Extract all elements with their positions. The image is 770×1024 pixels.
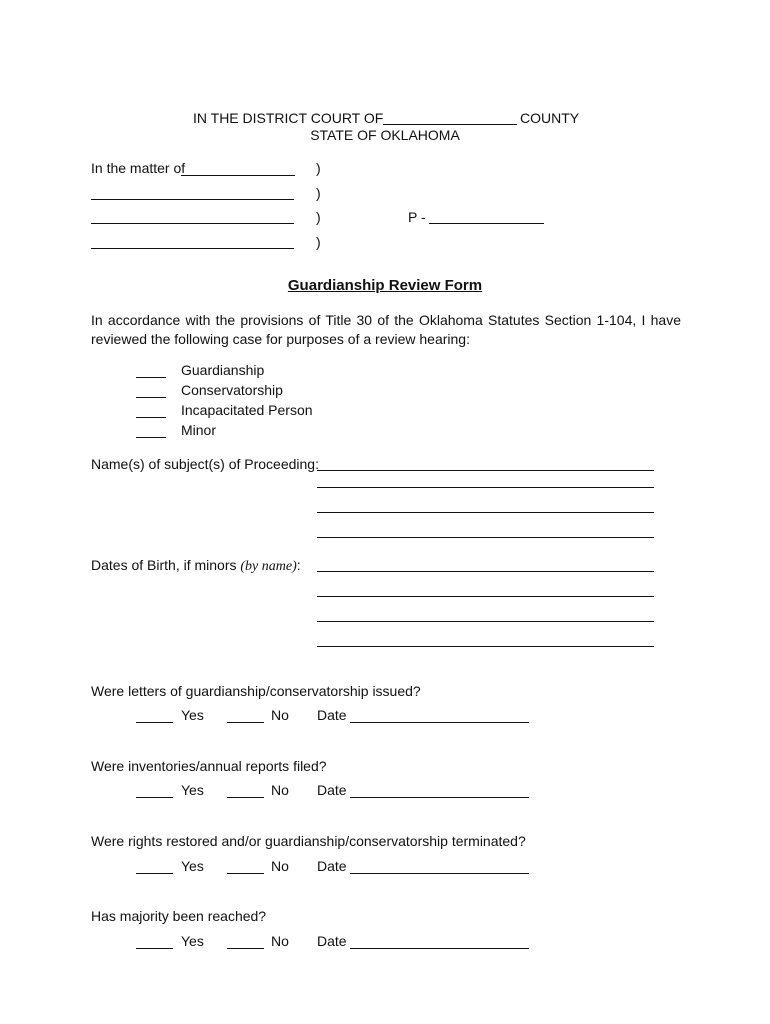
case-type-guardianship: Guardianship xyxy=(181,362,265,378)
state-line: STATE OF OKLAHOMA xyxy=(310,127,460,143)
question-4-date-blank[interactable] xyxy=(350,948,529,949)
subjects-line-3[interactable] xyxy=(317,512,654,513)
question-1-no-blank[interactable] xyxy=(227,722,264,723)
question-4-text: Has majority been reached? xyxy=(91,908,267,924)
question-2-no-blank[interactable] xyxy=(227,797,264,798)
intro-paragraph: In accordance with the provisions of Title 30 of the Oklahoma Statutes Section 1-104, I have reviewed the following case for purposes of a review hearing: xyxy=(91,312,681,347)
subjects-label: Name(s) of subject(s) of Proceeding: xyxy=(91,456,319,472)
matter-label: In the matter of xyxy=(91,160,186,176)
case-prefix: P - xyxy=(408,209,426,225)
question-3-text: Were rights restored and/or guardianship/conservatorship terminated? xyxy=(91,833,526,849)
question-1-yes-label: Yes xyxy=(181,707,204,723)
question-1-date-blank[interactable] xyxy=(350,722,529,723)
question-3-yes-label: Yes xyxy=(181,858,204,874)
case-type-blank-guardianship[interactable] xyxy=(136,377,166,378)
matter-blank-2[interactable] xyxy=(91,199,294,200)
subjects-line-2[interactable] xyxy=(317,487,654,488)
form-title: Guardianship Review Form xyxy=(287,277,483,294)
dob-line-3[interactable] xyxy=(317,621,654,622)
question-3-date-label: Date xyxy=(317,858,347,874)
case-number-blank[interactable] xyxy=(429,223,544,224)
question-1-yes-blank[interactable] xyxy=(136,722,173,723)
question-3-no-blank[interactable] xyxy=(227,873,264,874)
paren-2: ) xyxy=(316,185,321,201)
question-4-yes-label: Yes xyxy=(181,933,204,949)
case-type-conservatorship: Conservatorship xyxy=(181,382,283,398)
question-3-date-blank[interactable] xyxy=(350,873,529,874)
question-1-text: Were letters of guardianship/conservatorship issued? xyxy=(91,683,421,699)
court-prefix: IN THE DISTRICT COURT OF xyxy=(193,110,384,126)
dob-line-4[interactable] xyxy=(317,646,654,647)
dob-line-1[interactable] xyxy=(317,571,654,572)
case-type-blank-incapacitated[interactable] xyxy=(136,417,166,418)
court-suffix: COUNTY xyxy=(520,110,580,126)
dob-label-group xyxy=(91,557,301,575)
county-blank[interactable] xyxy=(383,124,517,125)
question-4-yes-blank[interactable] xyxy=(136,948,173,949)
question-4-no-label: No xyxy=(271,933,289,949)
dob-label: Dates of Birth, if minors xyxy=(91,557,237,573)
paren-3: ) xyxy=(316,209,321,225)
question-2-text: Were inventories/annual reports filed? xyxy=(91,758,327,774)
question-2-no-label: No xyxy=(271,782,289,798)
dob-note: (by name) xyxy=(240,559,297,574)
dob-colon: : xyxy=(296,557,301,573)
question-3-no-label: No xyxy=(271,858,289,874)
paren-1: ) xyxy=(316,160,321,176)
question-1-no-label: No xyxy=(271,707,289,723)
question-4-no-blank[interactable] xyxy=(227,948,264,949)
case-type-blank-conservatorship[interactable] xyxy=(136,397,166,398)
dob-line-2[interactable] xyxy=(317,596,654,597)
question-2-yes-label: Yes xyxy=(181,782,204,798)
question-4-date-label: Date xyxy=(317,933,347,949)
matter-blank-4[interactable] xyxy=(91,248,294,249)
question-3-yes-blank[interactable] xyxy=(136,873,173,874)
question-2-date-blank[interactable] xyxy=(350,797,529,798)
matter-blank-1[interactable] xyxy=(181,175,295,176)
paren-4: ) xyxy=(316,234,321,250)
matter-blank-3[interactable] xyxy=(91,223,294,224)
question-2-yes-blank[interactable] xyxy=(136,797,173,798)
case-type-minor: Minor xyxy=(181,422,217,438)
case-type-blank-minor[interactable] xyxy=(136,437,166,438)
subjects-line-1[interactable] xyxy=(317,470,654,471)
question-1-date-label: Date xyxy=(317,707,347,723)
subjects-line-4[interactable] xyxy=(317,537,654,538)
case-type-incapacitated: Incapacitated Person xyxy=(181,402,313,418)
question-2-date-label: Date xyxy=(317,782,347,798)
